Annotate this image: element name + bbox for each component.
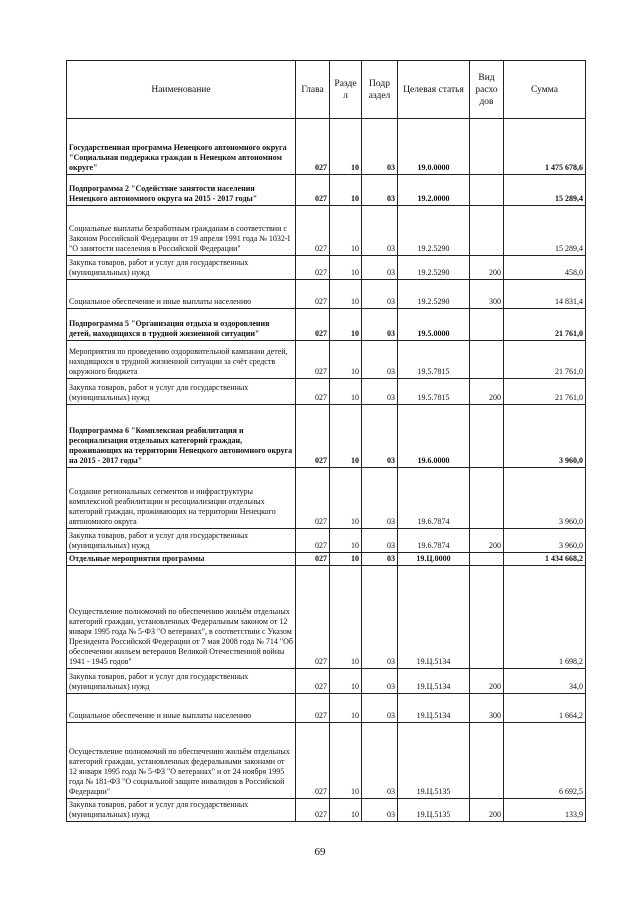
budget-table bbox=[66, 60, 586, 822]
header-glava: Глава bbox=[296, 61, 330, 119]
cell-name: Социальное обеспечение и иные выплаты населению bbox=[67, 280, 296, 309]
cell-statya: 19.Ц.5134 bbox=[398, 669, 470, 694]
cell-razdel: 10 bbox=[330, 280, 362, 309]
cell-statya: 19.Ц.5135 bbox=[398, 723, 470, 799]
cell-name: Закупка товаров, работ и услуг для государственных (муниципальных) нужд bbox=[67, 799, 296, 822]
table-row bbox=[67, 206, 586, 256]
cell-name: Закупка товаров, работ и услуг для государственных (муниципальных) нужд bbox=[67, 379, 296, 405]
table-row bbox=[67, 309, 586, 341]
cell-vid bbox=[470, 119, 504, 175]
cell-glava: 027 bbox=[296, 379, 330, 405]
cell-summa: 1 664,2 bbox=[504, 694, 586, 723]
cell-podrazdel: 03 bbox=[362, 566, 398, 669]
cell-podrazdel: 03 bbox=[362, 694, 398, 723]
table-row bbox=[67, 566, 586, 669]
cell-statya: 19.2.5290 bbox=[398, 206, 470, 256]
cell-summa: 133,9 bbox=[504, 799, 586, 822]
cell-glava: 027 bbox=[296, 175, 330, 206]
table-row bbox=[67, 175, 586, 206]
cell-summa: 1 434 668,2 bbox=[504, 553, 586, 566]
cell-podrazdel: 03 bbox=[362, 529, 398, 553]
table-row bbox=[67, 723, 586, 799]
cell-razdel: 10 bbox=[330, 799, 362, 822]
cell-summa: 15 289,4 bbox=[504, 175, 586, 206]
cell-statya: 19.5.0000 bbox=[398, 309, 470, 341]
table-row bbox=[67, 405, 586, 468]
cell-summa: 14 831,4 bbox=[504, 280, 586, 309]
cell-razdel: 10 bbox=[330, 566, 362, 669]
table-row bbox=[67, 256, 586, 280]
cell-podrazdel: 03 bbox=[362, 206, 398, 256]
cell-glava: 027 bbox=[296, 566, 330, 669]
cell-statya: 19.2.5290 bbox=[398, 280, 470, 309]
table-header-row bbox=[67, 61, 586, 119]
cell-razdel: 10 bbox=[330, 175, 362, 206]
cell-statya: 19.5.7815 bbox=[398, 341, 470, 379]
cell-podrazdel: 03 bbox=[362, 119, 398, 175]
header-vid: Вид расхо дов bbox=[470, 61, 504, 119]
cell-podrazdel: 03 bbox=[362, 553, 398, 566]
cell-razdel: 10 bbox=[330, 405, 362, 468]
cell-podrazdel: 03 bbox=[362, 723, 398, 799]
table-row bbox=[67, 468, 586, 529]
cell-summa: 21 761,0 bbox=[504, 379, 586, 405]
cell-statya: 19.Ц.5134 bbox=[398, 694, 470, 723]
cell-vid bbox=[470, 723, 504, 799]
cell-name: Подпрограмма 6 "Комплексная реабилитация и ресоциализация отдельных категорий граждан, проживающих на территории Ненецкого автономного округа на 2015 - 2017 годы" bbox=[67, 405, 296, 468]
cell-name: Мероприятия по проведению оздоровительной кампании детей, находящихся в трудной жизненной ситуации за счёт средств окружного бюджета bbox=[67, 341, 296, 379]
cell-razdel: 10 bbox=[330, 694, 362, 723]
cell-summa: 21 761,0 bbox=[504, 309, 586, 341]
cell-statya: 19.Ц.5135 bbox=[398, 799, 470, 822]
cell-podrazdel: 03 bbox=[362, 175, 398, 206]
cell-podrazdel: 03 bbox=[362, 341, 398, 379]
cell-vid: 200 bbox=[470, 799, 504, 822]
cell-name: Осуществление полномочий по обеспечению жильём отдельных категорий граждан, установленных Федеральным законом от 12 января 1995 года № 5-ФЗ "О ветеранах", в соответствии с Указом Президента Российской Федерации от 7 мая 2008 года № 714 "Об обеспечении жильем ветеранов Великой Отечественной войны 1941 - 1945 годов" bbox=[67, 566, 296, 669]
cell-podrazdel: 03 bbox=[362, 280, 398, 309]
cell-name: Создание региональных сегментов и инфраструктуры комплексной реабилитации и ресоциализации отдельных категорий граждан, проживающих на территории Ненецкого автономного округа bbox=[67, 468, 296, 529]
cell-glava: 027 bbox=[296, 256, 330, 280]
cell-vid: 300 bbox=[470, 694, 504, 723]
cell-glava: 027 bbox=[296, 206, 330, 256]
cell-statya: 19.5.7815 bbox=[398, 379, 470, 405]
table-row bbox=[67, 669, 586, 694]
cell-vid: 200 bbox=[470, 256, 504, 280]
cell-vid: 200 bbox=[470, 529, 504, 553]
cell-glava: 027 bbox=[296, 694, 330, 723]
cell-vid bbox=[470, 341, 504, 379]
cell-podrazdel: 03 bbox=[362, 379, 398, 405]
cell-name: Отдельные мероприятия программы bbox=[67, 553, 296, 566]
cell-statya: 19.Ц.0000 bbox=[398, 553, 470, 566]
cell-summa: 3 960,0 bbox=[504, 405, 586, 468]
cell-summa: 21 761,0 bbox=[504, 341, 586, 379]
cell-summa: 15 289,4 bbox=[504, 206, 586, 256]
cell-vid: 200 bbox=[470, 379, 504, 405]
cell-glava: 027 bbox=[296, 468, 330, 529]
cell-podrazdel: 03 bbox=[362, 468, 398, 529]
cell-glava: 027 bbox=[296, 280, 330, 309]
cell-razdel: 10 bbox=[330, 341, 362, 379]
cell-summa: 3 960,0 bbox=[504, 468, 586, 529]
cell-vid bbox=[470, 468, 504, 529]
cell-statya: 19.6.0000 bbox=[398, 405, 470, 468]
cell-glava: 027 bbox=[296, 341, 330, 379]
page-number: 69 bbox=[314, 846, 326, 858]
cell-statya: 19.0.0000 bbox=[398, 119, 470, 175]
cell-name: Закупка товаров, работ и услуг для государственных (муниципальных) нужд bbox=[67, 256, 296, 280]
cell-summa: 1 475 678,6 bbox=[504, 119, 586, 175]
cell-vid bbox=[470, 175, 504, 206]
header-name: Наименование bbox=[67, 61, 296, 119]
cell-summa: 6 692,5 bbox=[504, 723, 586, 799]
cell-summa: 34,0 bbox=[504, 669, 586, 694]
cell-summa: 458,0 bbox=[504, 256, 586, 280]
cell-podrazdel: 03 bbox=[362, 309, 398, 341]
table-row bbox=[67, 553, 586, 566]
table-row bbox=[67, 694, 586, 723]
cell-razdel: 10 bbox=[330, 256, 362, 280]
cell-name: Закупка товаров, работ и услуг для государственных (муниципальных) нужд bbox=[67, 669, 296, 694]
cell-glava: 027 bbox=[296, 405, 330, 468]
table-row bbox=[67, 799, 586, 822]
cell-podrazdel: 03 bbox=[362, 669, 398, 694]
header-summa: Сумма bbox=[504, 61, 586, 119]
cell-glava: 027 bbox=[296, 529, 330, 553]
cell-summa: 1 698,2 bbox=[504, 566, 586, 669]
cell-glava: 027 bbox=[296, 799, 330, 822]
header-razdel: Разде л bbox=[330, 61, 362, 119]
cell-vid bbox=[470, 309, 504, 341]
cell-podrazdel: 03 bbox=[362, 799, 398, 822]
cell-glava: 027 bbox=[296, 119, 330, 175]
cell-vid bbox=[470, 206, 504, 256]
budget-table-sheet bbox=[66, 60, 585, 822]
cell-name: Подпрограмма 5 "Организация отдыха и оздоровления детей, находящихся в трудной жизненной ситуации" bbox=[67, 309, 296, 341]
cell-podrazdel: 03 bbox=[362, 256, 398, 280]
cell-podrazdel: 03 bbox=[362, 405, 398, 468]
cell-glava: 027 bbox=[296, 309, 330, 341]
cell-name: Закупка товаров, работ и услуг для государственных (муниципальных) нужд bbox=[67, 529, 296, 553]
cell-vid: 200 bbox=[470, 669, 504, 694]
table-body bbox=[67, 119, 586, 822]
cell-vid bbox=[470, 566, 504, 669]
table-row bbox=[67, 529, 586, 553]
cell-razdel: 10 bbox=[330, 723, 362, 799]
table-row bbox=[67, 341, 586, 379]
cell-razdel: 10 bbox=[330, 529, 362, 553]
cell-razdel: 10 bbox=[330, 309, 362, 341]
cell-glava: 027 bbox=[296, 723, 330, 799]
table-row bbox=[67, 280, 586, 309]
cell-statya: 19.2.0000 bbox=[398, 175, 470, 206]
cell-glava: 027 bbox=[296, 669, 330, 694]
cell-name: Государственная программа Ненецкого автономного округа "Социальная поддержка граждан в Ненецком автономном округе" bbox=[67, 119, 296, 175]
cell-statya: 19.6.7874 bbox=[398, 529, 470, 553]
cell-name: Подпрограмма 2 "Содействие занятости населения Ненецкого автономного округа на 2015 - 2017 годы" bbox=[67, 175, 296, 206]
cell-name: Социальное обеспечение и иные выплаты населению bbox=[67, 694, 296, 723]
cell-vid bbox=[470, 405, 504, 468]
table-row bbox=[67, 119, 586, 175]
cell-razdel: 10 bbox=[330, 119, 362, 175]
header-podrazdel: Подр аздел bbox=[362, 61, 398, 119]
cell-name: Социальные выплаты безработным гражданам в соответствии с Законом Российской Федерации от 19 апреля 1991 года № 1032-I "О занятости населения в Российской Федерации" bbox=[67, 206, 296, 256]
cell-statya: 19.Ц.5134 bbox=[398, 566, 470, 669]
cell-razdel: 10 bbox=[330, 553, 362, 566]
cell-statya: 19.2.5290 bbox=[398, 256, 470, 280]
cell-name: Осуществление полномочий по обеспечению жильём отдельных категорий граждан, установленных федеральными законами от 12 января 1995 года № 5-ФЗ "О ветеранах" и от 24 ноября 1995 года № 181-ФЗ "О социальной защите инвалидов в Российской Федерации" bbox=[67, 723, 296, 799]
cell-razdel: 10 bbox=[330, 206, 362, 256]
cell-vid: 300 bbox=[470, 280, 504, 309]
cell-razdel: 10 bbox=[330, 379, 362, 405]
cell-vid bbox=[470, 553, 504, 566]
header-statya: Целевая статья bbox=[398, 61, 470, 119]
cell-statya: 19.6.7874 bbox=[398, 468, 470, 529]
cell-razdel: 10 bbox=[330, 468, 362, 529]
cell-glava: 027 bbox=[296, 553, 330, 566]
table-row bbox=[67, 379, 586, 405]
cell-summa: 3 960,0 bbox=[504, 529, 586, 553]
cell-razdel: 10 bbox=[330, 669, 362, 694]
